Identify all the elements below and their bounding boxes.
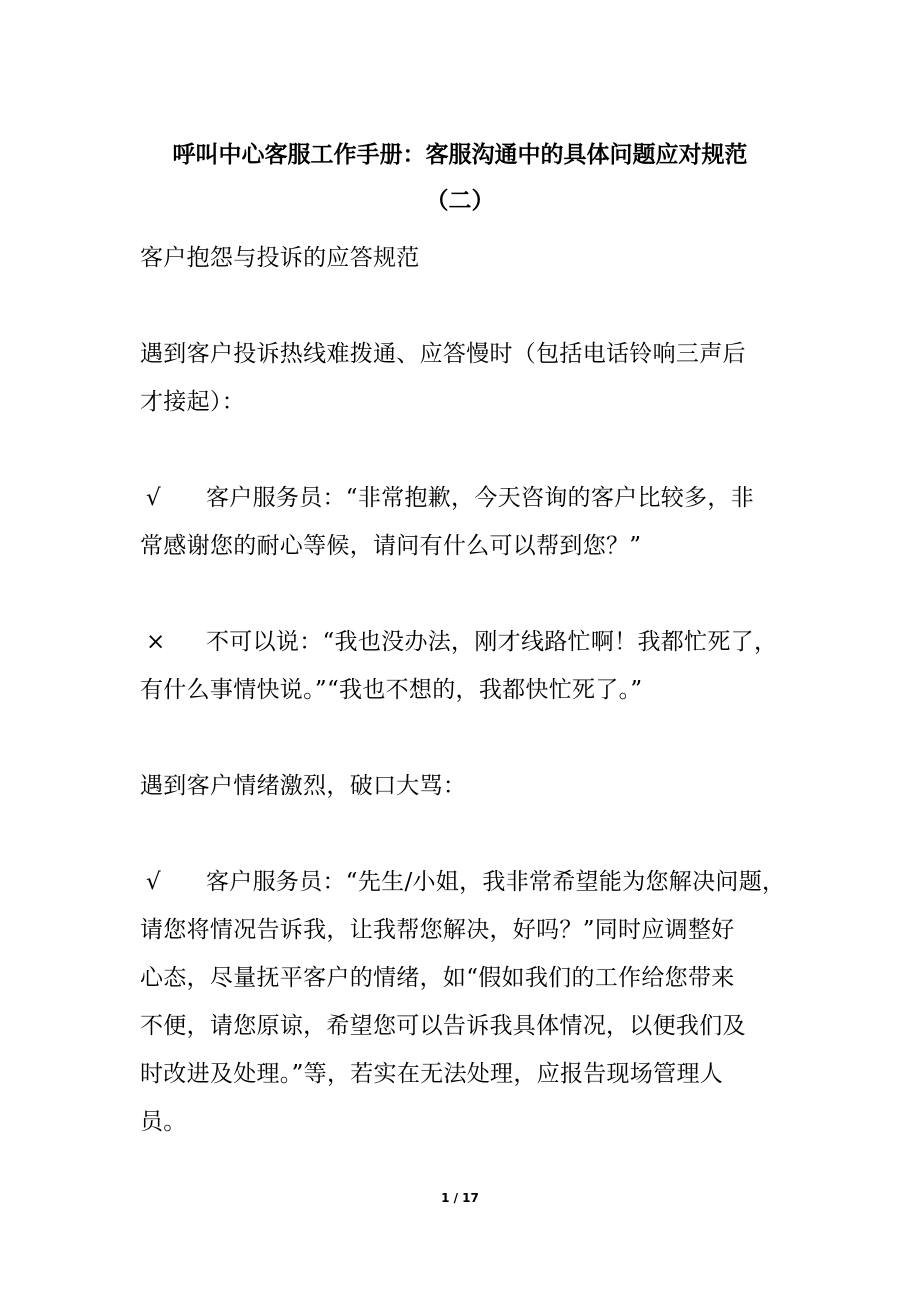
- case1-intro: [140, 330, 784, 426]
- cross-mark-icon: ×: [146, 629, 166, 655]
- document-title: 呼叫中心客服工作手册：客服沟通中的具体问题应对规范: [172, 142, 748, 168]
- case2-correct-line: 不便，请您原谅，希望您可以告诉我具体情况，以便我们及: [140, 1013, 746, 1039]
- case2-correct-line: 请您将情况告诉我，让我帮您解决，好吗？”同时应调整好: [140, 917, 735, 943]
- check-mark-icon: √: [146, 869, 161, 895]
- case1-incorrect-response: [140, 618, 784, 714]
- case1-intro-line: 遇到客户投诉热线难拨通、应答慢时（包括电话铃响三声后: [140, 341, 746, 367]
- page-number: 1 / 17: [441, 1191, 479, 1205]
- case2-correct-line: 时改进及处理。”等，若实在无法处理，应报告现场管理人: [140, 1061, 724, 1087]
- case2-correct-line: 心态，尽量抚平客户的情绪，如“假如我们的工作给您带来: [140, 965, 735, 991]
- case2-correct-line: [140, 858, 784, 906]
- case1-correct-line: 常感谢您的耐心等候，请问有什么可以帮到您？”: [140, 533, 642, 559]
- check-mark-icon: √: [146, 485, 161, 511]
- case2-intro: 遇到客户情绪激烈，破口大骂：: [140, 773, 467, 799]
- case2-correct-response: [140, 858, 784, 1146]
- case2-correct-line: 员。: [140, 1109, 187, 1135]
- case1-correct-line: [140, 474, 784, 522]
- case1-correct-response: [140, 474, 784, 570]
- case1-correct-text: 客户服务员：“非常抱歉，今天咨询的客户比较多，非: [206, 485, 754, 511]
- section-heading: 客户抱怨与投诉的应答规范: [140, 245, 420, 271]
- case2-correct-text: 客户服务员：“先生/小姐，我非常希望能为您解决问题，: [206, 869, 786, 895]
- case1-incorrect-text: 不可以说：“我也没办法，刚才线路忙啊！我都忙死了，: [206, 629, 778, 655]
- document-title-continuation: （二）: [425, 188, 495, 214]
- case1-intro-line: 才接起）：: [140, 389, 245, 415]
- case1-incorrect-line: [140, 618, 784, 666]
- case1-incorrect-line: 有什么事情快说。”“我也不想的，我都快忙死了。”: [140, 677, 643, 703]
